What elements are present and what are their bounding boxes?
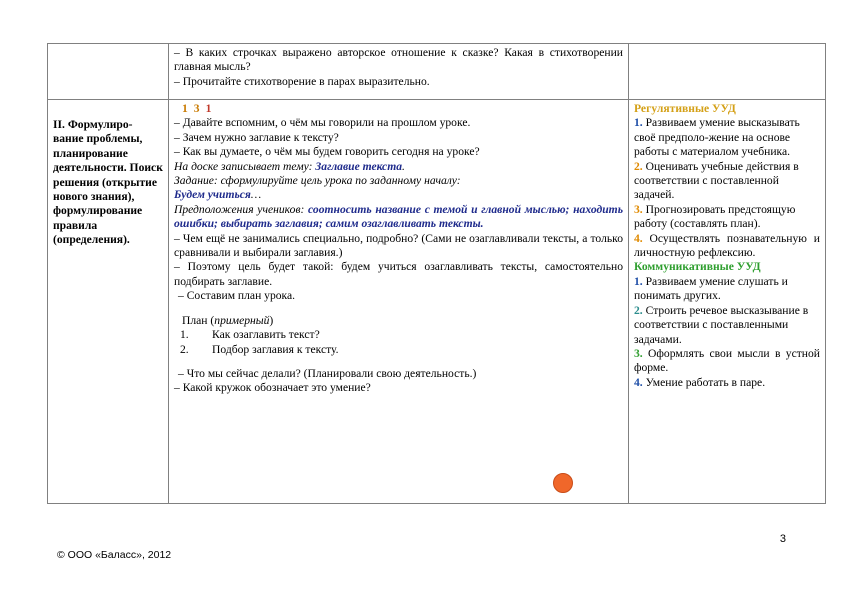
communicative-title: Коммуникативные УУД: [634, 260, 761, 274]
top-instruction: – Прочитайте стихотворение в парах выразительно.: [174, 74, 430, 88]
plan-heading: План (примерный): [182, 313, 274, 327]
list-item: 4. Осуществлять познавательную и личностную рефлексию.: [634, 231, 820, 260]
symbol-numbers: [182, 102, 623, 116]
board-topic: Заглавие текста: [315, 159, 403, 173]
lesson-table: [47, 43, 826, 504]
question-2: – Зачем нужно заглавие к тексту?: [174, 130, 339, 144]
stage-cell-empty: [48, 44, 169, 100]
list-item: 2. Подбор заглавия к тексту.: [180, 342, 339, 356]
table-row: [48, 44, 826, 100]
list-item: 2. Строить речевое высказывание в соответствии с поставленными задачами.: [634, 303, 809, 346]
top-question: – В каких строчках выражено авторское отношение к сказке? Какая в стихотворении главная мысль?: [174, 46, 623, 74]
paragraph-2: – Поэтому цель будет такой: будем учиться озаглавливать тексты, самостоятельно подбирать заглавие.: [174, 260, 623, 288]
num-1: 1: [182, 102, 194, 115]
num-3: 3: [193, 102, 206, 115]
list-item: 1. Как озаглавить текст?: [180, 328, 320, 342]
question-3: – Как вы думаете, о чём мы будем говорить сегодня на уроке?: [174, 145, 480, 159]
paragraph-3: – Составим план урока.: [178, 289, 296, 303]
question-1: – Давайте вспомним, о чём мы говорили на прошлом уроке.: [174, 116, 471, 130]
list-item: 3. Прогнозировать предстоящую работу (составлять план).: [634, 202, 796, 231]
orange-circle-icon: [553, 473, 573, 493]
will-learn-line: Будем учиться…: [174, 188, 262, 202]
paragraph-1: – Чем ещё не занимались специально, подробно? (Сами не озаглавливали тексты, а только сравнивали и выбирали заглавия.): [174, 231, 623, 260]
list-item: 2. Оценивать учебные действия в соответствии с поставленной задачей.: [634, 159, 799, 202]
stage-label: II. Формулиро-вание проблемы, планирование деятельности. Поиск решения (открытие нового знания), формулирование правила (определения).: [48, 100, 169, 504]
num-1b: 1: [205, 102, 218, 115]
uud-cell-empty: [629, 44, 826, 100]
paragraph-5: – Какой кружок обозначает это умение?: [174, 381, 371, 395]
task-line: Задание: сформулируйте цель урока по заданному началу:: [174, 174, 461, 188]
activity-cell-top: [169, 44, 629, 100]
list-item: 4. Умение работать в паре.: [634, 375, 766, 389]
page-number: 3: [779, 533, 786, 545]
list-item: 3. Оформлять свои мысли в устной форме.: [634, 346, 820, 375]
regulative-title: Регулятивные УУД: [634, 102, 736, 115]
paragraph-4: – Что мы сейчас делали? (Планировали свою деятельность.): [178, 366, 477, 380]
table-row: [48, 100, 826, 504]
plan-list: [174, 328, 623, 357]
board-topic-line: На доске записывает тему: Заглавие текста.: [174, 159, 405, 173]
list-item: 1. Развиваем умение высказывать своё предполо-жение на основе работы с материалом учебника.: [634, 116, 800, 159]
activity-cell: [169, 100, 629, 504]
copyright-footer: © ООО «Баласс», 2012: [57, 549, 172, 561]
assumptions: Предположения учеников: соотносить название с темой и главной мыслью; находить ошибки; выбирать заглавия; самим озаглавливать тексты.: [174, 202, 623, 231]
list-item: 1. Развиваем умение слушать и понимать других.: [634, 274, 788, 303]
uud-cell: [629, 100, 826, 504]
